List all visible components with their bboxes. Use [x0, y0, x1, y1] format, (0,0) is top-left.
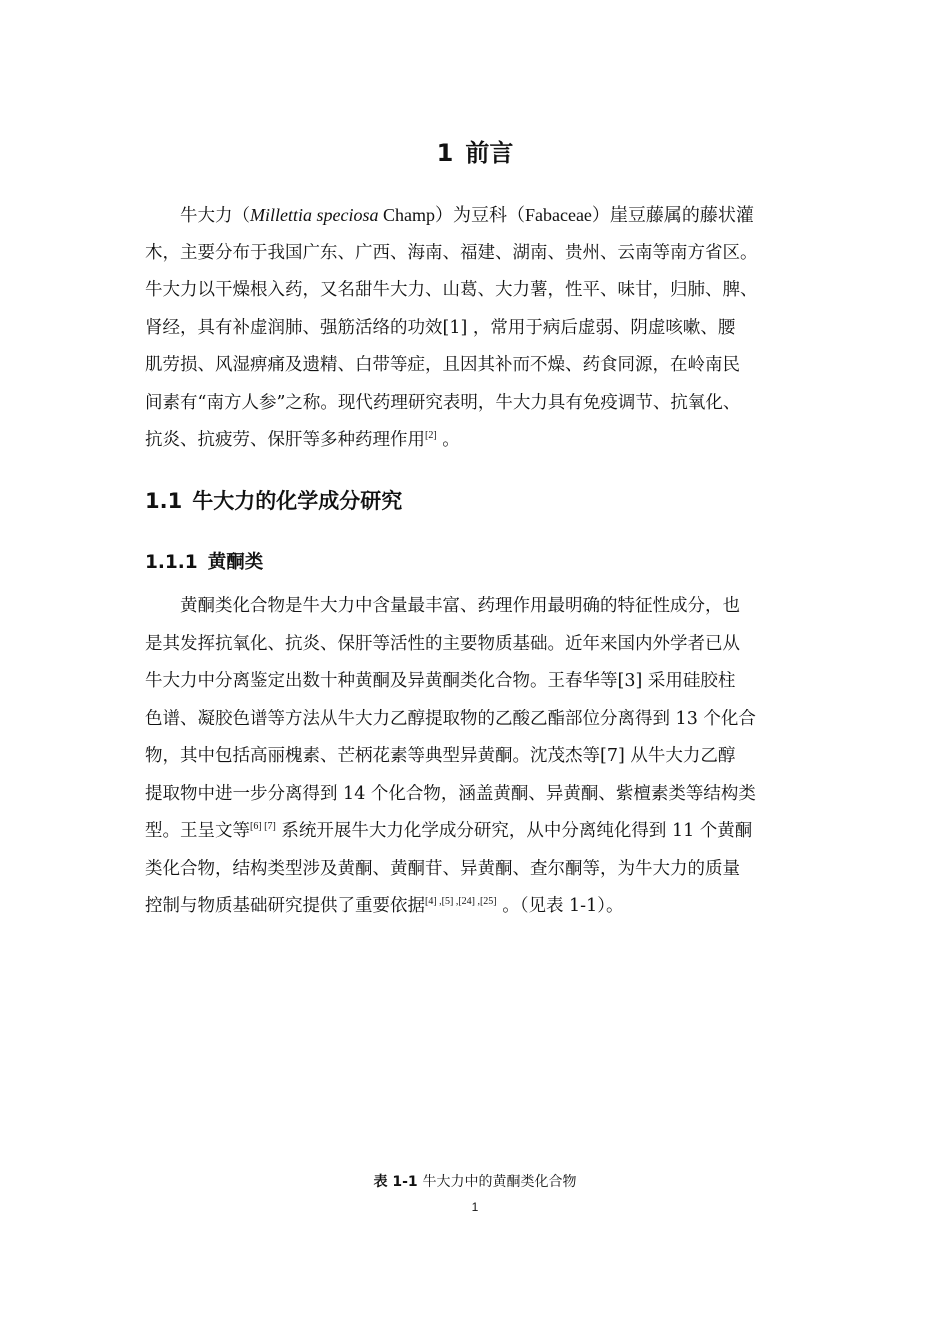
citation-reference[interactable]: [2] — [425, 430, 437, 441]
chapter-title — [0, 137, 950, 169]
table-caption-text: 牛大力中的黄酮类化合物 — [422, 1174, 577, 1190]
paragraph-line — [145, 888, 825, 926]
text-run: Champ）为豆科（Fabaceae）崖豆藤属的藤状灌 — [378, 205, 754, 225]
paragraph-line — [145, 422, 825, 460]
paragraph-line: 类化合物，结构类型涉及黄酮、黄酮苷、异黄酮、查尔酮等，为牛大力的质量 — [145, 858, 740, 879]
intro-paragraph — [145, 197, 825, 460]
table-caption — [0, 1172, 950, 1192]
species-name: Millettia speciosa — [250, 205, 379, 225]
text-run: 。 — [436, 430, 460, 450]
text-run: 牛大力（ — [180, 206, 250, 226]
paragraph-line: 物，其中包括高丽槐素、芒柄花素等典型异黄酮。沈茂杰等[7] 从牛大力乙醇 — [145, 746, 736, 766]
text-run: 型。王呈文等 — [145, 821, 250, 841]
section-title: 牛大力的化学成分研究 — [192, 489, 403, 513]
paragraph-line — [145, 197, 825, 235]
subsection-title: 黄酮类 — [207, 552, 264, 573]
subsection-number: 1.1.1 — [145, 552, 198, 573]
citation-reference[interactable]: [4] ,[5] ,[24] ,[25] — [425, 896, 497, 907]
paragraph-line: 肾经，具有补虚润肺、强筋活络的功效[1] ，常用于病后虚弱、阴虚咳嗽、腰 — [145, 317, 736, 338]
paragraph-line: 间素有“南方人参”之称。现代药理研究表明，牛大力具有免疫调节、抗氧化、 — [145, 392, 741, 413]
chapter-title-text: 前言 — [465, 139, 514, 167]
paragraph-line: 是其发挥抗氧化、抗炎、保肝等活性的主要物质基础。近年来国内外学者已从 — [145, 633, 740, 654]
page-number: 1 — [471, 1200, 479, 1214]
text-run: 抗炎、抗疲劳、保肝等多种药理作用 — [145, 430, 425, 450]
paragraph-line: 提取物中进一步分离得到 14 个化合物，涵盖黄酮、异黄酮、紫檀素类等结构类 — [145, 783, 756, 804]
text-run: 系统开展牛大力化学成分研究，从中分离纯化得到 11 个黄酮 — [275, 821, 753, 841]
paragraph-line: 木，主要分布于我国广东、广西、海南、福建、湖南、贵州、云南等南方省区。 — [145, 242, 758, 263]
paragraph-line: 色谱、凝胶色谱等方法从牛大力乙醇提取物的乙酸乙酯部位分离得到 13 个化合 — [145, 708, 756, 729]
paragraph-line: 牛大力以干燥根入药，又名甜牛大力、山葛、大力薯，性平、味甘，归肺、脾、 — [145, 280, 758, 300]
text-run: 。（见表 1-1）。 — [496, 896, 624, 916]
subsection-heading — [145, 548, 263, 578]
flavonoids-paragraph — [145, 588, 825, 926]
citation-reference[interactable]: [6] [7] — [250, 821, 276, 832]
text-run: 控制与物质基础研究提供了重要依据 — [145, 896, 425, 916]
paragraph-line — [145, 813, 825, 851]
paragraph-line: 肌劳损、风湿痹痛及遗精、白带等症，且因其补而不燥、药食同源，在岭南民 — [145, 355, 740, 375]
paragraph-line: 黄酮类化合物是牛大力中含量最丰富、药理作用最明确的特征性成分，也 — [180, 596, 740, 616]
chapter-number: 1 — [436, 139, 454, 167]
paragraph-line: 牛大力中分离鉴定出数十种黄酮及异黄酮类化合物。王春华等[3] 采用硅胶柱 — [145, 671, 736, 691]
section-number: 1.1 — [145, 489, 183, 513]
section-heading — [145, 485, 402, 517]
table-label: 表 1-1 — [373, 1174, 418, 1190]
